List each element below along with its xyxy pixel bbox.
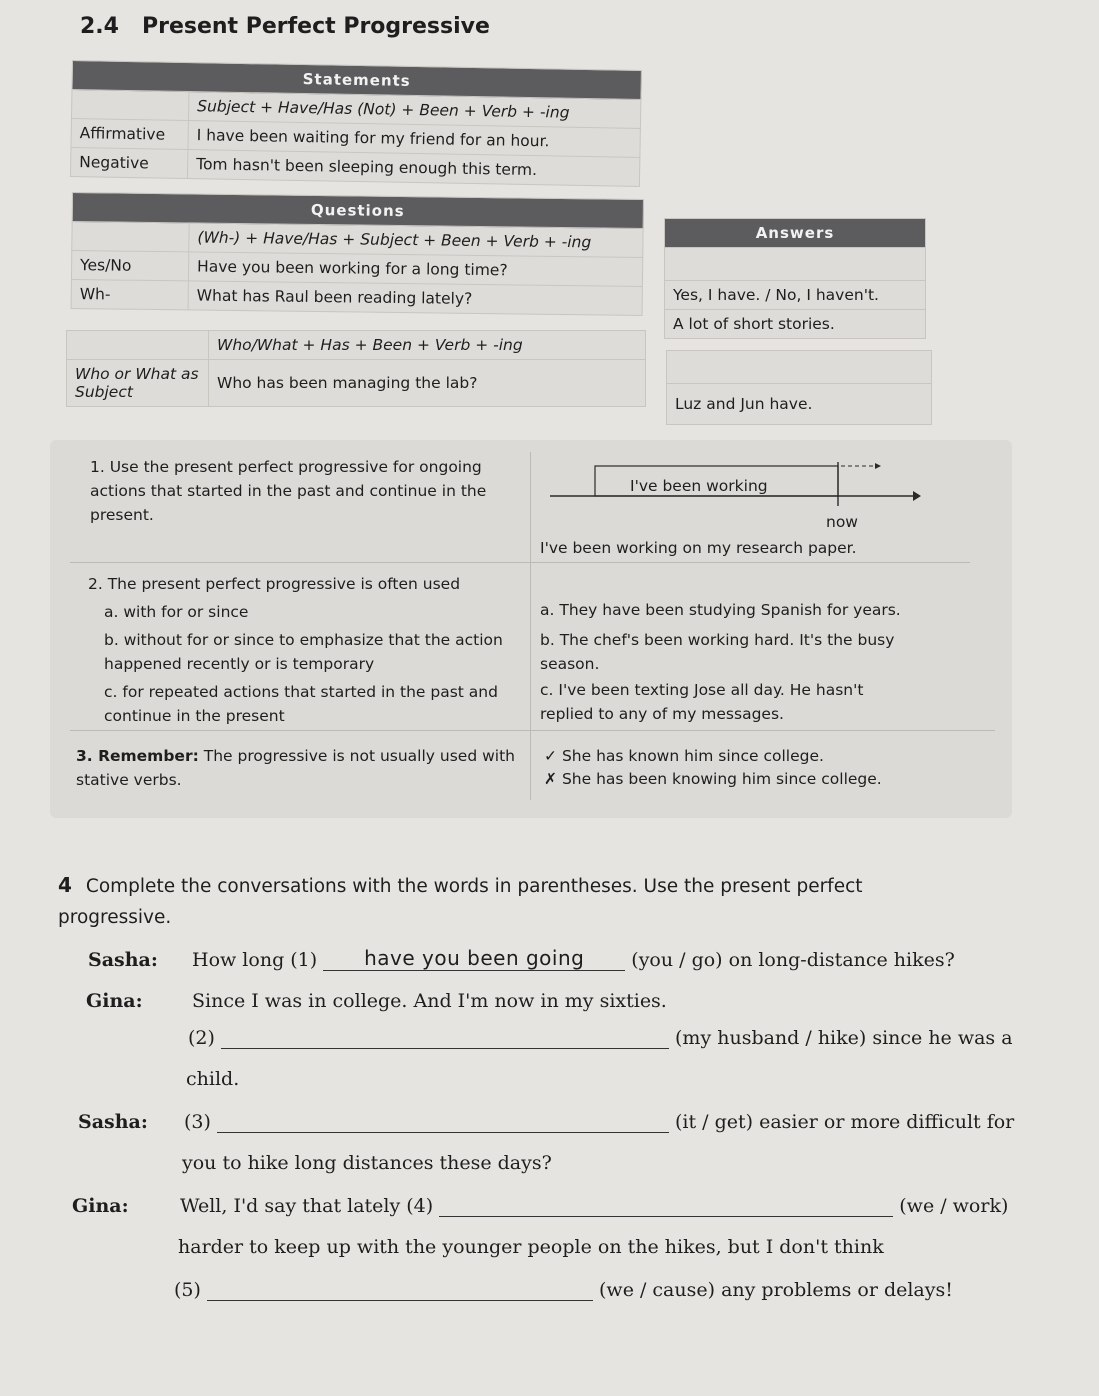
rule2a-text: a. with for or since — [104, 603, 249, 621]
answers-header: Answers — [665, 219, 926, 248]
conv-line-2: Gina: Since I was in college. And I'm now in my sixties. — [86, 990, 667, 1012]
who-what-label: Who or What as Subject — [67, 360, 209, 407]
conv-line-5: Sasha: (3) (it / get) easier or more difficult for — [78, 1111, 1015, 1133]
timeline-label: I've been working — [630, 477, 768, 495]
negative-label: Negative — [70, 147, 187, 178]
yesno-label: Yes/No — [71, 251, 188, 281]
example2a: a. They have been studying Spanish for years. — [540, 601, 901, 619]
answer-5-blank[interactable] — [207, 1278, 593, 1301]
timeline-now: now — [826, 513, 858, 531]
questions-table — [71, 192, 644, 316]
conv-line-6: you to hike long distances these days? — [182, 1152, 552, 1174]
conv-line-1: Sasha: How long (1) have you been going (you / go) on long-distance hikes? — [88, 946, 955, 971]
yesno-answer: Yes, I have. / No, I haven't. — [665, 281, 926, 310]
conv-line-8: harder to keep up with the younger people on the hikes, but I don't think — [178, 1236, 884, 1258]
answer-1[interactable]: have you been going — [323, 946, 625, 971]
rule3 — [76, 744, 516, 792]
section-heading: Present Perfect Progressive — [141, 14, 490, 39]
questions-formula: (Wh-) + Have/Has + Subject + Been + Verb + -ing — [189, 223, 643, 258]
who-what-example: Who has been managing the lab? — [209, 360, 646, 407]
answer-3-blank[interactable] — [217, 1110, 669, 1133]
who-what-table — [66, 330, 646, 407]
who-what-formula: Who/What + Has + Been + Verb + -ing — [209, 331, 646, 360]
rule2b-text: b. without for or since to emphasize that the action happened recently or is temporary — [104, 631, 503, 673]
rule1-text: 1. Use the present perfect progressive for ongoing actions that started in the past and continue in the present. — [90, 458, 487, 524]
statements-header: Statements — [72, 61, 641, 100]
wrong-text: She has been knowing him since college. — [561, 770, 882, 788]
rules-divider — [530, 452, 531, 800]
speaker-sasha: Sasha: — [88, 949, 158, 971]
conv-line-3: (2) (my husband / hike) since he was a — [188, 1027, 1013, 1049]
affirmative-example: I have been waiting for my friend for an hour. — [188, 121, 640, 158]
rule1-example: I've been working on my research paper. — [540, 539, 857, 557]
yesno-example: Have you been working for a long time? — [188, 252, 642, 287]
rule3-text: The progressive is not usually used with stative verbs. — [76, 747, 515, 789]
speaker-gina-2: Gina: — [72, 1195, 129, 1217]
section-number: 2.4 — [80, 14, 119, 39]
negative-example: Tom hasn't been sleeping enough this term. — [187, 150, 639, 187]
answer-4-blank[interactable] — [439, 1194, 893, 1217]
rule2c-text: c. for repeated actions that started in the past and continue in the present — [104, 683, 498, 725]
rule3-label: 3. Remember: — [76, 747, 199, 765]
questions-header: Questions — [72, 193, 643, 229]
example2c: c. I've been texting Jose all day. He hasn't replied to any of my messages. — [540, 681, 864, 723]
correct-text: She has known him since college. — [561, 747, 824, 765]
speaker-gina: Gina: — [86, 990, 143, 1012]
affirmative-label: Affirmative — [71, 118, 188, 149]
example2b: b. The chef's been working hard. It's the busy season. — [540, 631, 895, 673]
exercise-number: 4 — [58, 873, 72, 897]
rule2-text: 2. The present perfect progressive is often used — [88, 575, 461, 593]
speaker-sasha-2: Sasha: — [78, 1111, 148, 1133]
statements-formula: Subject + Have/Has (Not) + Been + Verb + -ing — [188, 92, 640, 129]
answers-table — [664, 218, 926, 339]
conv-line-9: (5) (we / cause) any problems or delays! — [174, 1279, 953, 1301]
exercise-instruction: 4 Complete the conversations with the words in parentheses. Use the present perfect progressive. — [58, 873, 863, 928]
wh-label: Wh- — [71, 279, 188, 309]
wh-answer: A lot of short stories. — [665, 310, 926, 339]
answer-2-blank[interactable] — [221, 1026, 669, 1049]
conv-line-7: Gina: Well, I'd say that lately (4) (we / work) — [72, 1195, 1009, 1217]
wrong-example — [544, 767, 882, 791]
check-icon: ✓ — [544, 747, 557, 765]
conv-line-4: child. — [186, 1068, 240, 1090]
who-what-answer: Luz and Jun have. — [667, 384, 932, 425]
wh-example: What has Raul been reading lately? — [188, 281, 642, 316]
correct-example — [544, 744, 824, 768]
timeline-arrow-head — [913, 491, 921, 501]
section-title — [80, 14, 490, 39]
statements-table — [70, 60, 642, 187]
cross-icon: ✗ — [544, 770, 557, 788]
who-what-answer-table — [666, 350, 932, 425]
